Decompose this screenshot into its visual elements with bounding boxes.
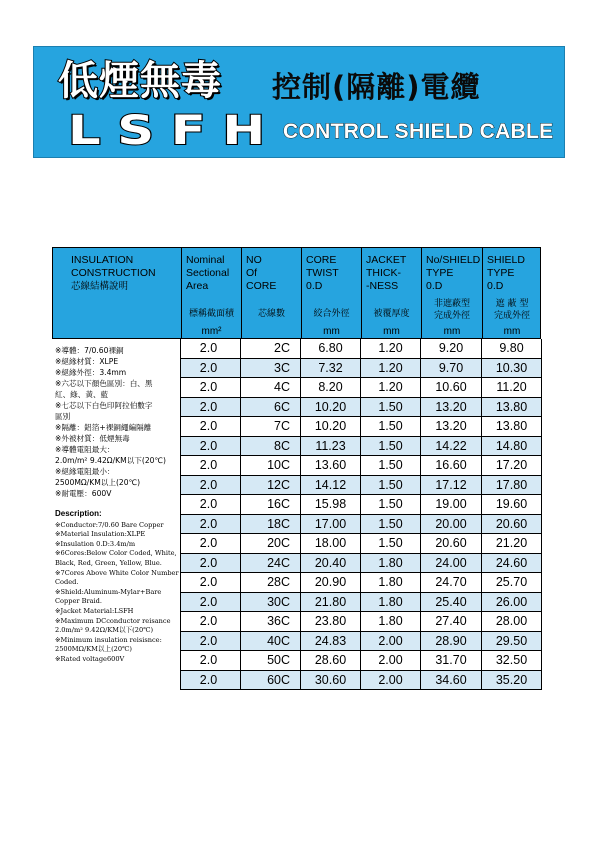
header-label-en: INSULATION CONSTRUCTION: [71, 254, 156, 279]
note-item-en: ※Material Insulation:XLPE: [55, 530, 146, 539]
cell-jacket-thickness: 1.50: [361, 437, 421, 456]
table-row: [181, 398, 542, 418]
cell-core-twist-od: 23.80: [301, 612, 361, 631]
cell-jacket-thickness: 1.20: [361, 378, 421, 397]
title-sub: 控制(隔離)電纜: [272, 70, 481, 104]
cell-shield-od: 13.80: [482, 398, 542, 417]
header-unit: mm: [503, 326, 521, 337]
cell-jacket-thickness: 1.50: [361, 417, 421, 436]
note-item-en: ※Rated voltage600V: [55, 654, 125, 663]
cell-jacket-thickness: 1.50: [361, 456, 421, 475]
table-header: [52, 247, 541, 339]
header-no-of-core: [241, 248, 301, 338]
cell-jacket-thickness: 1.80: [361, 554, 421, 573]
cell-no-of-core: 12C: [241, 476, 301, 495]
cell-no-shield-od: 20.00: [421, 515, 482, 534]
cell-no-shield-od: 24.00: [421, 554, 482, 573]
cell-core-twist-od: 20.40: [301, 554, 361, 573]
cell-shield-od: 20.60: [482, 515, 542, 534]
table-row: [181, 515, 542, 535]
cell-jacket-thickness: 2.00: [361, 671, 421, 690]
note-item-zh: ※六芯以下顏色區別：白、黑 紅、綠、黃、藍: [55, 379, 153, 399]
spec-table: [52, 247, 541, 687]
cell-shield-od: 25.70: [482, 573, 542, 592]
cell-no-of-core: 8C: [241, 437, 301, 456]
cell-no-of-core: 28C: [241, 573, 301, 592]
table-row: [181, 534, 542, 554]
header-label-zh: 非遮蔽型 完成外徑: [433, 299, 470, 321]
cell-core-twist-od: 18.00: [301, 534, 361, 553]
table-row: [181, 651, 542, 671]
notes-english-heading: Description:: [55, 509, 102, 518]
note-item-zh: ※導體電阻最大： 2.0m/m² 9.42Ω/KM以下(20℃): [55, 445, 166, 465]
cell-sectional-area: 2.0: [181, 359, 241, 378]
header-unit: mm: [383, 326, 400, 337]
header-label-en: JACKET THICK- -NESS: [366, 254, 407, 292]
cell-no-shield-od: 10.60: [421, 378, 482, 397]
cell-shield-od: 14.80: [482, 437, 542, 456]
cell-no-of-core: 50C: [241, 651, 301, 670]
cell-sectional-area: 2.0: [181, 651, 241, 670]
note-item-en: ※Insulation 0.D:3.4m/m: [55, 539, 136, 548]
header-unit: mm: [443, 326, 461, 337]
cell-no-shield-od: 13.20: [421, 417, 482, 436]
cell-core-twist-od: 17.00: [301, 515, 361, 534]
cell-sectional-area: 2.0: [181, 554, 241, 573]
cell-shield-od: 21.20: [482, 534, 542, 553]
cell-shield-od: 29.50: [482, 632, 542, 651]
header-unit: mm²: [201, 326, 222, 337]
cell-core-twist-od: 20.90: [301, 573, 361, 592]
cell-shield-od: 35.20: [482, 671, 542, 690]
note-item-en: ※Shield:Aluminum-Mylar+Bare Copper Braid.: [55, 587, 162, 606]
cell-sectional-area: 2.0: [181, 495, 241, 514]
cell-core-twist-od: 21.80: [301, 593, 361, 612]
table-row: [181, 593, 542, 613]
cell-shield-od: 13.80: [482, 417, 542, 436]
cell-sectional-area: 2.0: [181, 398, 241, 417]
note-item-zh: ※外被材質：低煙無毒: [55, 434, 130, 443]
table-row: [181, 495, 542, 515]
cell-sectional-area: 2.0: [181, 573, 241, 592]
cell-shield-od: 26.00: [482, 593, 542, 612]
cell-no-shield-od: 16.60: [421, 456, 482, 475]
cell-shield-od: 11.20: [482, 378, 542, 397]
cell-no-of-core: 20C: [241, 534, 301, 553]
cell-sectional-area: 2.0: [181, 339, 241, 358]
cell-jacket-thickness: 1.50: [361, 534, 421, 553]
cell-jacket-thickness: 2.00: [361, 651, 421, 670]
cell-sectional-area: 2.0: [181, 378, 241, 397]
cell-shield-od: 24.60: [482, 554, 542, 573]
cell-no-shield-od: 13.20: [421, 398, 482, 417]
cell-shield-od: 32.50: [482, 651, 542, 670]
header-label-en: SHIELD TYPE 0.D: [487, 254, 525, 292]
cell-sectional-area: 2.0: [181, 534, 241, 553]
note-item-en: ※Minimum insulation reisisnce: 2500MΩ/KM以上(20℃): [55, 635, 162, 654]
cell-sectional-area: 2.0: [181, 476, 241, 495]
header-sectional-area: [181, 248, 241, 338]
header-label-en: NO Of CORE: [246, 254, 277, 292]
header-label-zh: 遮 蔽 型 完成外徑: [493, 299, 530, 321]
cell-shield-od: 10.30: [482, 359, 542, 378]
cell-no-of-core: 40C: [241, 632, 301, 651]
cell-no-shield-od: 25.40: [421, 593, 482, 612]
table-row: [181, 456, 542, 476]
cell-core-twist-od: 15.98: [301, 495, 361, 514]
cell-core-twist-od: 10.20: [301, 398, 361, 417]
cell-sectional-area: 2.0: [181, 417, 241, 436]
title-main: 低煙無毒: [58, 58, 222, 104]
table-row: [181, 476, 542, 496]
cell-no-shield-od: 27.40: [421, 612, 482, 631]
title-english: CONTROL SHIELD CABLE: [283, 120, 554, 143]
table-row: [181, 437, 542, 457]
note-item-en: ※Maximum DCconductor reisance 2.0m/m² 9.42Ω/KM以下(20℃): [55, 616, 171, 635]
header-label-zh: 芯線數: [257, 309, 285, 319]
cell-jacket-thickness: 1.80: [361, 612, 421, 631]
note-item-zh: ※絕緣外徑：3.4mm: [55, 368, 127, 377]
note-item-zh: ※絕緣材質：XLPE: [55, 357, 119, 366]
cell-sectional-area: 2.0: [181, 515, 241, 534]
cell-shield-od: 17.20: [482, 456, 542, 475]
cell-no-shield-od: 14.22: [421, 437, 482, 456]
header-shield-od: [482, 248, 541, 338]
cell-core-twist-od: 11.23: [301, 437, 361, 456]
cell-no-shield-od: 24.70: [421, 573, 482, 592]
cell-jacket-thickness: 2.00: [361, 632, 421, 651]
cell-shield-od: 19.60: [482, 495, 542, 514]
note-item-zh: ※導體：7/0.60裸銅: [55, 346, 124, 355]
cell-jacket-thickness: 1.80: [361, 573, 421, 592]
cell-no-shield-od: 28.90: [421, 632, 482, 651]
cell-shield-od: 28.00: [482, 612, 542, 631]
cell-jacket-thickness: 1.20: [361, 339, 421, 358]
cell-no-shield-od: 17.12: [421, 476, 482, 495]
table-row: [181, 573, 542, 593]
header-label-zh: 絞合外徑: [313, 309, 350, 319]
header-label-en: Nominal Sectional Area: [186, 254, 230, 292]
header-label-zh: 被覆厚度: [373, 309, 410, 319]
note-item-en: ※Conductor:7/0.60 Bare Copper: [55, 520, 164, 529]
cell-core-twist-od: 30.60: [301, 671, 361, 690]
table-row: [181, 632, 542, 652]
header-label-en: No/SHIELD TYPE 0.D: [426, 254, 481, 292]
cell-no-of-core: 30C: [241, 593, 301, 612]
note-item-zh: ※耐電壓：600V: [55, 489, 112, 498]
cell-jacket-thickness: 1.20: [361, 359, 421, 378]
note-item-en: ※7Cores Above White Color Number Coded.: [55, 568, 179, 587]
note-item-en: ※6Cores:Below Color Coded, White, Black, Red, Green, Yellow, Blue.: [55, 549, 177, 567]
header-label-zh: 芯線結構說明: [71, 281, 129, 292]
cell-no-shield-od: 9.70: [421, 359, 482, 378]
note-item-zh: ※隔離：鋁箔+裸銅繩編隔離: [55, 423, 152, 432]
cell-shield-od: 17.80: [482, 476, 542, 495]
cell-core-twist-od: 24.83: [301, 632, 361, 651]
header-no-shield-od: [421, 248, 482, 338]
cell-jacket-thickness: 1.50: [361, 495, 421, 514]
cell-jacket-thickness: 1.50: [361, 515, 421, 534]
header-label-zh: 標稱截面積: [188, 309, 234, 319]
cell-sectional-area: 2.0: [181, 632, 241, 651]
cell-core-twist-od: 8.20: [301, 378, 361, 397]
cell-jacket-thickness: 1.50: [361, 476, 421, 495]
cell-no-of-core: 36C: [241, 612, 301, 631]
table-row: [181, 554, 542, 574]
cell-no-of-core: 4C: [241, 378, 301, 397]
table-row: [181, 671, 542, 691]
header-core-twist-od: [301, 248, 361, 338]
cell-no-shield-od: 19.00: [421, 495, 482, 514]
cell-shield-od: 9.80: [482, 339, 542, 358]
cell-no-shield-od: 9.20: [421, 339, 482, 358]
note-item-zh: ※絕緣電阻最小： 2500MΩ/KM以上(20℃): [55, 467, 141, 487]
cell-no-of-core: 2C: [241, 339, 301, 358]
cell-core-twist-od: 28.60: [301, 651, 361, 670]
cell-core-twist-od: 14.12: [301, 476, 361, 495]
notes-english: [55, 509, 181, 665]
note-item-zh: ※七芯以下白色印阿拉伯數字 區別: [55, 401, 153, 421]
cell-no-shield-od: 34.60: [421, 671, 482, 690]
header-insulation-construction: [53, 248, 181, 338]
cell-core-twist-od: 10.20: [301, 417, 361, 436]
header-jacket-thickness: [361, 248, 421, 338]
construction-notes: [52, 339, 180, 691]
note-item-en: ※Jacket Material:LSFH: [55, 606, 134, 615]
cell-no-of-core: 7C: [241, 417, 301, 436]
cell-sectional-area: 2.0: [181, 456, 241, 475]
cell-sectional-area: 2.0: [181, 437, 241, 456]
cell-no-of-core: 24C: [241, 554, 301, 573]
cell-core-twist-od: 13.60: [301, 456, 361, 475]
table-rows: [180, 339, 542, 690]
cell-no-of-core: 18C: [241, 515, 301, 534]
header-unit: mm: [323, 326, 340, 337]
title-lsfh: LSFH: [68, 108, 282, 154]
title-banner: [33, 46, 565, 158]
table-row: [181, 612, 542, 632]
cell-jacket-thickness: 1.80: [361, 593, 421, 612]
cell-sectional-area: 2.0: [181, 612, 241, 631]
cell-no-shield-od: 31.70: [421, 651, 482, 670]
cell-core-twist-od: 6.80: [301, 339, 361, 358]
table-row: [181, 417, 542, 437]
cell-no-of-core: 60C: [241, 671, 301, 690]
cell-core-twist-od: 7.32: [301, 359, 361, 378]
cell-jacket-thickness: 1.50: [361, 398, 421, 417]
cell-no-of-core: 6C: [241, 398, 301, 417]
table-row: [181, 339, 542, 359]
cell-sectional-area: 2.0: [181, 671, 241, 690]
table-row: [181, 359, 542, 379]
cell-no-of-core: 16C: [241, 495, 301, 514]
header-label-en: CORE TWIST 0.D: [306, 254, 339, 292]
cell-no-of-core: 10C: [241, 456, 301, 475]
table-row: [181, 378, 542, 398]
cell-sectional-area: 2.0: [181, 593, 241, 612]
cell-no-of-core: 3C: [241, 359, 301, 378]
notes-chinese: [55, 345, 181, 499]
cell-no-shield-od: 20.60: [421, 534, 482, 553]
